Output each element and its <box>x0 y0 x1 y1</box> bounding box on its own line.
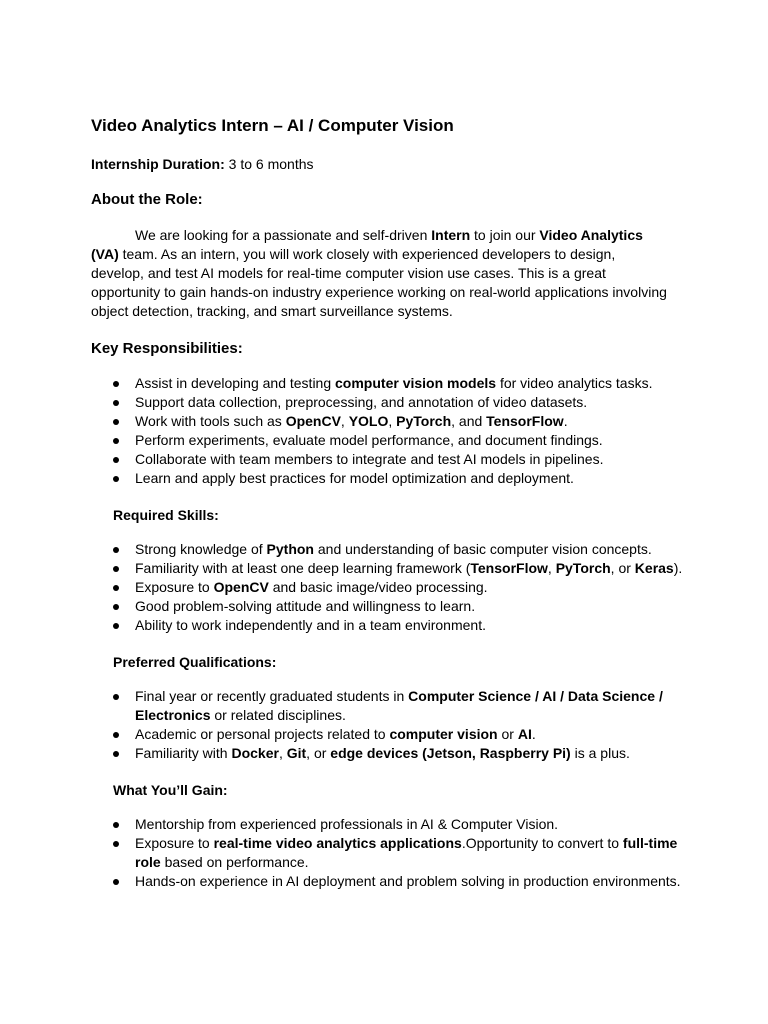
list-item: Familiarity with at least one deep learning framework (TensorFlow, PyTorch, or Keras). <box>113 559 691 578</box>
duration-label: Internship Duration: <box>91 156 225 172</box>
list-item: Final year or recently graduated students in Computer Science / AI / Data Science / Electronics or related disciplines. <box>113 687 691 725</box>
about-text-2: to join our <box>470 227 540 243</box>
bullet-icon <box>113 732 119 738</box>
bullet-icon <box>113 438 119 444</box>
bullet-icon <box>113 457 119 463</box>
about-bold-intern: Intern <box>431 227 471 243</box>
list-item: Hands-on experience in AI deployment and problem solving in production environments. <box>113 872 691 891</box>
list-item: Familiarity with Docker, Git, or edge devices (Jetson, Raspberry Pi) is a plus. <box>113 744 691 763</box>
about-paragraph <box>91 226 671 321</box>
list-item: Mentorship from experienced professionals in AI & Computer Vision. <box>113 815 691 834</box>
about-text-3: team. As an intern, you will work closely with experienced developers to design, develop, and test AI models for real-time computer vision use cases. This is a great opportunity to gain hands-on industry experience working on real-world applications involving object detection, tracking, and smart surveillance systems. <box>91 246 667 319</box>
internship-duration <box>91 155 691 174</box>
bullet-icon <box>113 604 119 610</box>
preferred-qualifications-heading: Preferred Qualifications: <box>113 654 277 670</box>
bullet-icon <box>113 879 119 885</box>
document-body <box>91 114 691 891</box>
about-bold-va: Video Analytics (VA) <box>91 227 643 262</box>
bullet-icon <box>113 822 119 828</box>
responsibilities-heading: Key Responsibilities: <box>91 340 243 357</box>
required-skills-heading: Required Skills: <box>113 507 219 523</box>
what-youll-gain-list <box>91 815 691 891</box>
bullet-icon <box>113 751 119 757</box>
duration-value: 3 to 6 months <box>224 156 314 172</box>
list-item: Collaborate with team members to integrate and test AI models in pipelines. <box>113 450 691 469</box>
list-item: Learn and apply best practices for model optimization and deployment. <box>113 469 691 488</box>
page-title: Video Analytics Intern – AI / Computer Vision <box>91 116 454 135</box>
list-item: Strong knowledge of Python and understanding of basic computer vision concepts. <box>113 540 691 559</box>
list-item: Support data collection, preprocessing, and annotation of video datasets. <box>113 393 691 412</box>
bullet-icon <box>113 585 119 591</box>
bullet-icon <box>113 381 119 387</box>
bullet-icon <box>113 547 119 553</box>
list-item: Assist in developing and testing computer vision models for video analytics tasks. <box>113 374 691 393</box>
bullet-icon <box>113 694 119 700</box>
preferred-qualifications-list <box>91 687 691 763</box>
bullet-icon <box>113 841 119 847</box>
what-youll-gain-heading: What You’ll Gain: <box>113 782 228 798</box>
bullet-icon <box>113 566 119 572</box>
bullet-icon <box>113 623 119 629</box>
bullet-icon <box>113 476 119 482</box>
list-item: Work with tools such as OpenCV, YOLO, PyTorch, and TensorFlow. <box>113 412 691 431</box>
bullet-icon <box>113 400 119 406</box>
list-item: Ability to work independently and in a team environment. <box>113 616 691 635</box>
list-item: Exposure to real-time video analytics applications.Opportunity to convert to full-time role based on performance. <box>113 834 691 872</box>
about-text-1: We are looking for a passionate and self-driven <box>135 227 432 243</box>
list-item: Perform experiments, evaluate model performance, and document findings. <box>113 431 691 450</box>
list-item: Academic or personal projects related to computer vision or AI. <box>113 725 691 744</box>
list-item: Good problem-solving attitude and willingness to learn. <box>113 597 691 616</box>
list-item: Exposure to OpenCV and basic image/video processing. <box>113 578 691 597</box>
about-heading: About the Role: <box>91 191 203 208</box>
bullet-icon <box>113 419 119 425</box>
responsibilities-list <box>91 374 691 488</box>
required-skills-list <box>91 540 691 635</box>
